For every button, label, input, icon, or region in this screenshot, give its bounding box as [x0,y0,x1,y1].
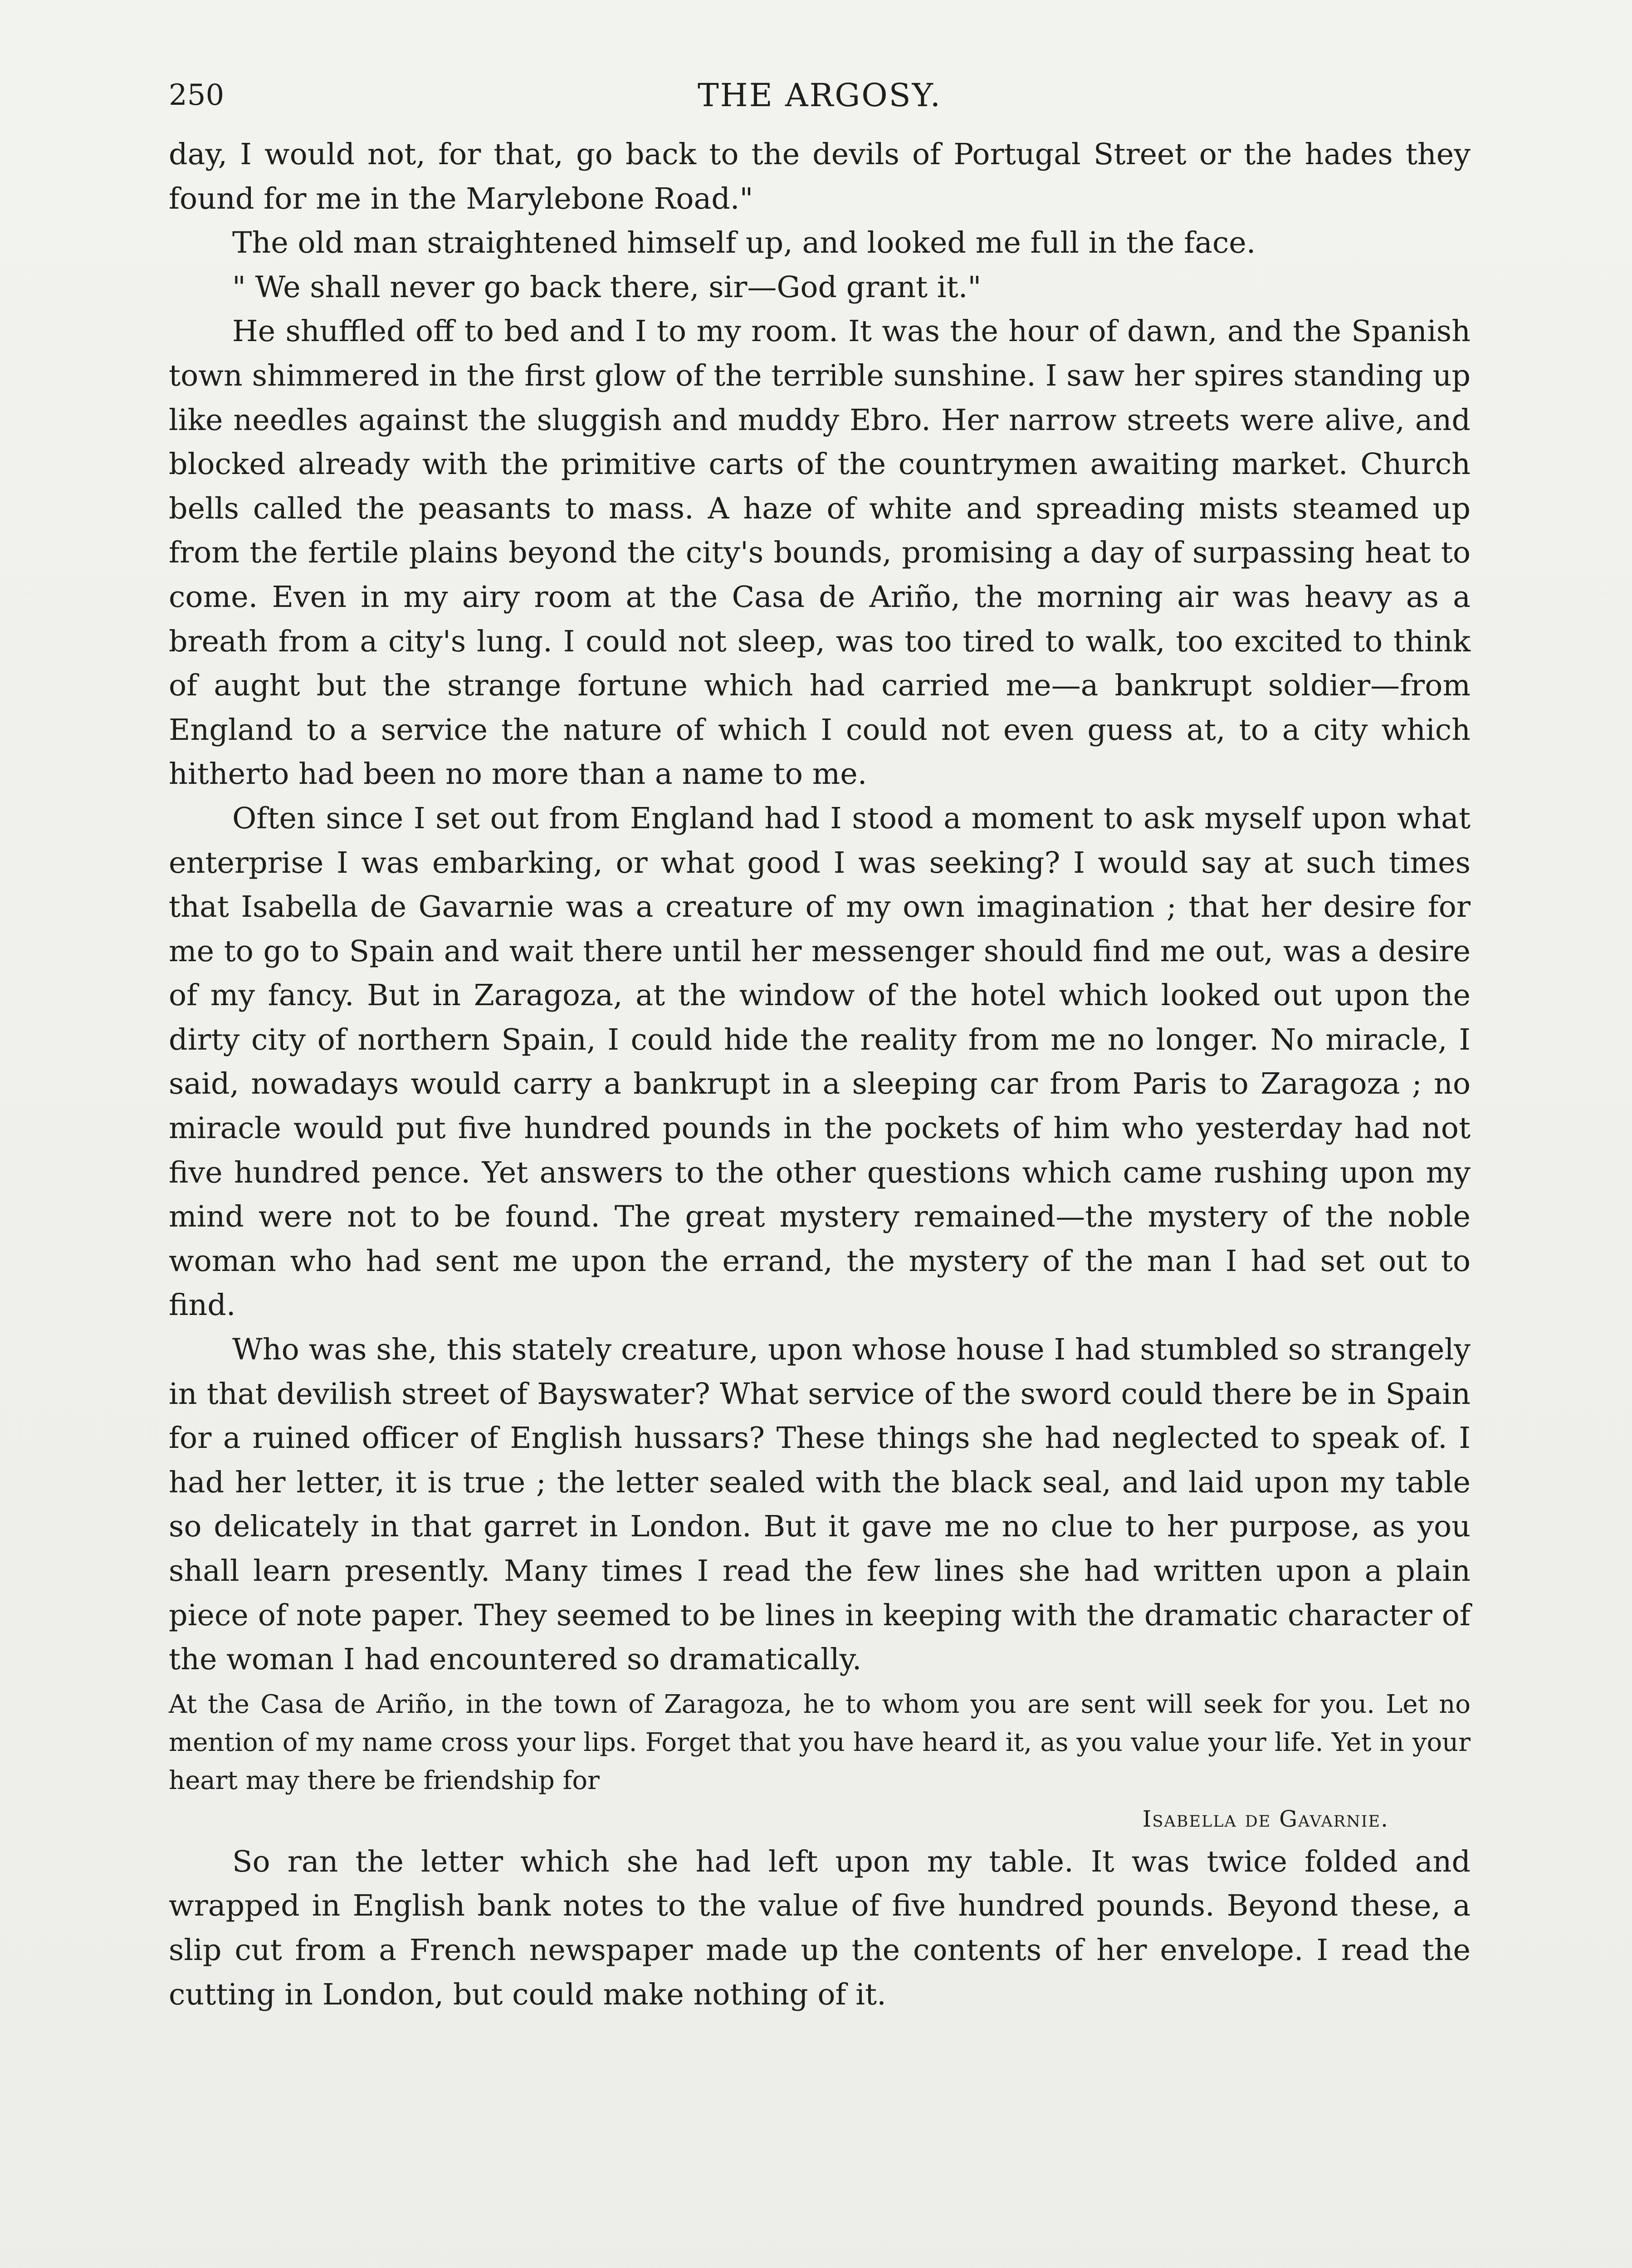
paragraph: " We shall never go back there, sir—God grant it." [232,270,982,304]
paragraph: Who was she, this stately creature, upon whose house I had stumbled so strangely in that devilish street of Bayswater? What service of the sword could there be in Spain for a ruined officer of English hussars? These things she had neglected to speak of. I had her letter, it is true ; the letter sealed with the black seal, and laid upon my table so delicately in that garret in London. But it gave me no clue to her purpose, as you shall learn presently. Many times I read the few lines she had written upon a plain piece of note paper. They seemed to be lines in keeping with the dramatic character of the woman I had encountered so dramatically. [169,1333,1471,1677]
paragraph-continued: day, I would not, for that, go back to the devils of Portugal Street or the hades they found for me in the Marylebone Road." [169,137,1471,216]
letter-signature: Isabella de Gavarnie. [1142,1805,1389,1832]
paragraph: The old man straightened himself up, and looked me full in the face. [232,226,1256,260]
quoted-letter [169,1686,1471,1838]
body-text [169,132,1471,2017]
paragraph: So ran the letter which she had left upon my table. It was twice folded and wrapped in English bank notes to the value of five hundred pounds. Beyond these, a slip cut from a French newspaper made up the contents of her envelope. I read the cutting in London, but could make nothing of it. [169,1844,1471,2012]
running-head: THE ARGOSY. [697,77,942,114]
paragraph: He shuffled off to bed and I to my room. It was the hour of dawn, and the Spanish town shimmered in the first glow of the terrible sunshine. I saw her spires standing up like needles against the sluggish and muddy Ebro. Her narrow streets were alive, and blocked already with the primitive carts of the countrymen awaiting market. Church bells called the peasants to mass. A haze of white and spreading mists steamed up from the fertile plains beyond the city's bounds, promising a day of surpassing heat to come. Even in my airy room at the Casa de Ariño, the morning air was heavy as a breath from a city's lung. I could not sleep, was too tired to walk, too excited to think of aught but the strange fortune which had carried me—a bankrupt soldier—from England to a service the nature of which I could not even guess at, to a city which hitherto had been no more than a name to me. [169,314,1471,792]
paragraph: Often since I set out from England had I stood a moment to ask myself upon what enterprise I was embarking, or what good I was seeking? I would say at such times that Isabella de Gavarnie was a creature of my own imagination ; that her desire for me to go to Spain and wait there until her messenger should find me out, was a desire of my fancy. But in Zaragoza, at the window of the hotel which looked out upon the dirty city of northern Spain, I could hide the reality from me no longer. No miracle, I said, nowadays would carry a bankrupt in a sleeping car from Paris to Zaragoza ; no miracle would put five hundred pounds in the pockets of him who yesterday had not five hundred pence. Yet answers to the other questions which came rushing upon my mind were not to be found. The great mystery remained—the mystery of the noble woman who had sent me upon the errand, the mystery of the man I had set out to find. [169,801,1471,1323]
letter-text: At the Casa de Ariño, in the town of Zaragoza, he to whom you are sent will seek for you. Let no mention of my name cross your lips. Forget that you have heard it, as you value your life. Yet in your heart may there be friendship for [169,1689,1471,1795]
page-number: 250 [169,78,225,112]
page-header [169,70,1471,125]
